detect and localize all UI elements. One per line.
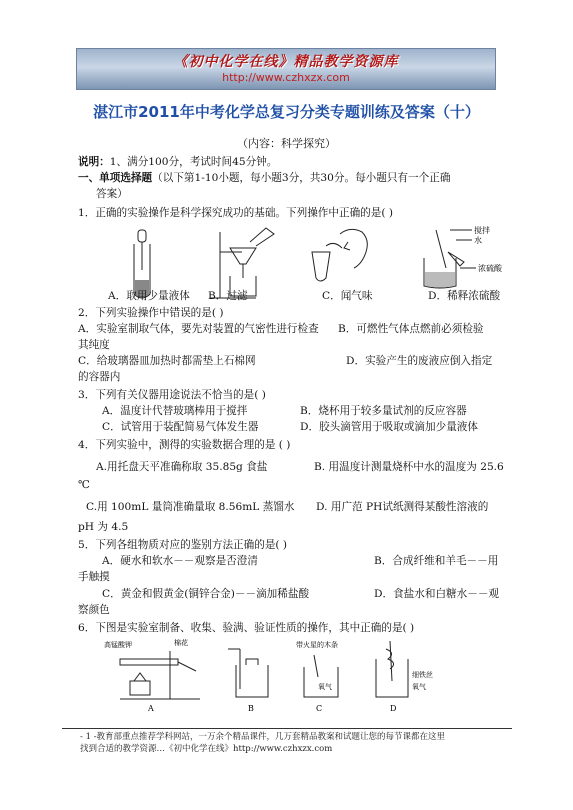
question-3-option-c[interactable]: C．试管用于装配简易气体发生器	[102, 421, 259, 433]
instructions-label: 说明：	[78, 156, 110, 168]
instructions-text: 1、满分100分，考试时间45分钟。	[109, 156, 278, 168]
question-2-option-b-cont: 其纯度	[78, 339, 110, 351]
question-1-option-c[interactable]: C．闻气味	[322, 290, 373, 302]
section-desc-cont: 答案）	[96, 188, 128, 200]
instructions	[78, 156, 277, 169]
footer-divider	[62, 728, 512, 729]
footer-line-2[interactable]: 找到合适的教学资源…《初中化学在线》http://www.czhxzx.com	[80, 744, 333, 754]
fig-label-oxygen-2: 氧气	[412, 683, 426, 691]
footer-line-1: - 1 -教育部重点推荐学科网站，一万余个精品课件，几万套精品教案和试题让您的每节课都在这里	[80, 732, 446, 742]
question-5-option-c[interactable]: C．黄金和假黄金(铜锌合金)－－滴加稀盐酸	[102, 588, 310, 600]
question-4-option-d[interactable]: D. 用广范 PH试纸测得某酸性溶液的	[316, 501, 489, 513]
fig-label-oxygen-1: 氧气	[318, 683, 332, 691]
fig-label-splint: 带火星的木条	[296, 641, 338, 649]
section-desc: （以下第1-10小题，每小题3分，共30分。每小题只有一个正确	[152, 172, 451, 184]
smelling-gas-figure	[312, 229, 367, 281]
dropper-test-tube-figure	[134, 230, 150, 298]
question-4-option-d-cont: pH 为 4.5	[78, 521, 129, 533]
iron-wire-combustion-figure	[376, 641, 433, 713]
question-4-option-b-unit: ℃	[78, 479, 90, 491]
fig-label-cotton: 棉花	[174, 639, 188, 647]
question-6-stem: 6．下图是实验室制备、收集、验满、验证性质的操作，其中正确的是( )	[78, 622, 415, 634]
question-5-option-b[interactable]: B．合成纤维和羊毛－－用	[374, 555, 499, 567]
question-2-option-c[interactable]: C．给玻璃器皿加热时都需垫上石棉网	[78, 355, 256, 367]
filtration-figure	[210, 228, 274, 298]
question-5-option-b-cont: 手触摸	[78, 571, 110, 583]
question-5-option-a[interactable]: A．硬水和软水－－观察是否澄清	[102, 555, 258, 567]
question-5-stem: 5．下列各组物质对应的鉴别方法正确的是( )	[78, 539, 288, 551]
question-2-option-a[interactable]: A．实验室制取气体，要先对装置的气密性进行检查	[78, 323, 319, 335]
option-label-d: D	[390, 704, 397, 713]
question-1-stem: 1．正确的实验操作是科学探究成功的基础。下列操作中正确的是( )	[78, 207, 393, 219]
question-2-option-d[interactable]: D．实验产生的废液应倒入指定	[346, 355, 493, 367]
question-1-option-b[interactable]: B．过滤	[208, 290, 248, 302]
question-5-option-d[interactable]: D．食盐水和白糖水－－观	[374, 588, 500, 600]
question-3-option-b[interactable]: B．烧杯用于较多量试剂的反应容器	[300, 405, 467, 417]
glowing-splint-figure	[296, 640, 338, 713]
option-label-c: C	[316, 704, 323, 713]
option-label-b: B	[248, 704, 254, 713]
page-footer	[80, 731, 520, 755]
question-3-stem: 3．下列有关仪器用途说法不恰当的是( )	[78, 389, 266, 401]
option-label-a: A	[148, 704, 154, 713]
fig-label-stir: 搅拌	[474, 226, 490, 235]
fig-label-water: 水	[474, 236, 482, 245]
question-2-stem: 2．下列实验操作中错误的是( )	[78, 307, 224, 319]
gas-collection-figure	[228, 649, 268, 713]
question-1-option-d[interactable]: D．稀释浓硫酸	[428, 290, 501, 302]
document-title: 湛江市2011年中考化学总复习分类专题训练及答案（十）	[93, 103, 480, 121]
dilute-acid-figure	[424, 225, 503, 288]
banner-url[interactable]: http://www.czhxzx.com	[222, 71, 350, 84]
question-1-option-a[interactable]: A．取用少量液体	[108, 290, 190, 302]
question-2-option-d-cont: 的容器内	[78, 371, 121, 383]
question-4-option-b[interactable]: B. 用温度计测量烧杯中水的温度为 25.6	[314, 461, 504, 473]
heating-apparatus-figure	[104, 638, 200, 713]
fig-label-kmno4: 高锰酸钾	[104, 641, 132, 649]
fig-label-acid: 浓硫酸	[478, 264, 502, 273]
fig-label-iron-wire: 细铁丝	[412, 671, 433, 679]
question-5-option-d-cont: 察颜色	[78, 604, 110, 616]
question-4-stem: 4．下列实验中，测得的实验数据合理的是 ( )	[78, 439, 291, 451]
question-4-option-a[interactable]: A.用托盘天平准确称取 35.85g 食盐	[96, 461, 268, 473]
question-6-figures	[100, 637, 460, 715]
question-4-option-c[interactable]: C.用 100mL 量筒准确量取 8.56mL 蒸馏水	[86, 501, 295, 513]
question-3-option-d[interactable]: D．胶头滴管用于吸取或滴加少量液体	[300, 421, 478, 433]
header-banner	[76, 48, 496, 90]
section-heading	[78, 172, 450, 185]
section-title: 一、单项选择题	[78, 172, 153, 184]
question-2-option-b[interactable]: B．可燃性气体点燃前必须检验	[338, 323, 484, 335]
question-3-option-a[interactable]: A．温度计代替玻璃棒用于搅拌	[102, 405, 248, 417]
banner-title: 《初中化学在线》精品教学资源库	[173, 54, 399, 70]
document-subtitle: （内容：科学探究）	[237, 137, 336, 150]
